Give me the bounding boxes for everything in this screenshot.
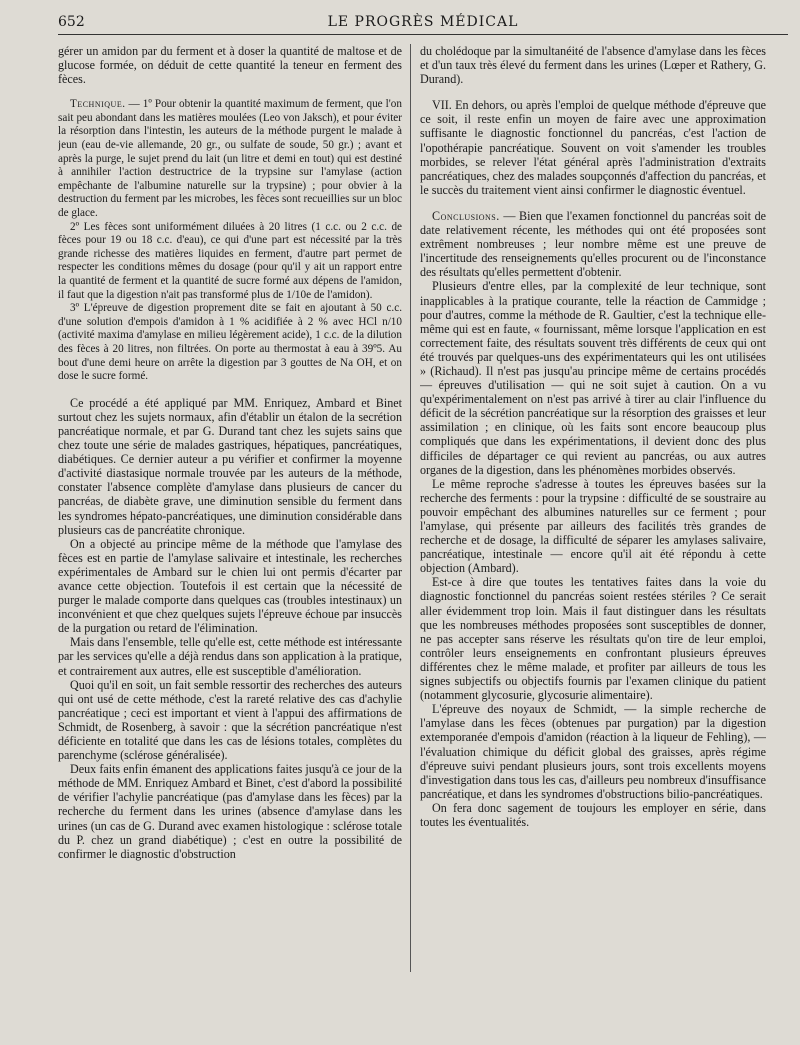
paragraph: Plusieurs d'entre elles, par la complexité de leur technique, sont inapplicables à la pratique courante, telle la réaction de Cammidge ; pour d'autres, comme la méthode de R. Gaultier, c'est la technique elle-même qui est en faute, « fournissant, même lorsque l'application en est correctement faite, des résultats souvent très différents de ceux qui ont été trouvés par quelques-uns des expérimentateurs qui les ont utilisées » (Richaud). Il n'est pas jusqu'au principe même de certains procédés — épreuves d'utilisation — qui ne soit sujet à caution. On a vu qu'expérimentalement on n'est pas arrivé à tirer au clair l'influence du déficit de la sécrétion pancréatique sur la résorption des graisses et leur assimilation ; en clinique, où les faits sont encore beaucoup plus compliqués que dans les expérimentations, il devient donc des plus difficiles de départager ce qui revient au pancréas, ou aux autres organes de la digestion, dans les phénomènes morbides observés. — [420, 279, 766, 477]
conclusions-heading: Conclusions. — [432, 208, 500, 223]
paragraph: L'épreuve des noyaux de Schmidt, — la simple recherche de l'amylase dans les fèces (obtenues par purgation) par la digestion extemporanée d'empois d'amidon (réaction à la liqueur de Fehling), — l'évaluation chimique du déficit global des graisses, après régime d'épreuve suivi pendant plusieurs jours, sont trois excellents moyens d'investigation dans tous les cas, d'ailleurs peu nombreux d'insuffisance pancréatique, et dans les syndromes d'obstructions bilio-pancréatiques. — [420, 702, 766, 801]
paragraph: Ce procédé a été appliqué par MM. Enriquez, Ambard et Binet surtout chez les sujets normaux, afin d'établir un étalon de la secrétion pancréatique normale, et par G. Durand tant chez les sujets sains que chez toute une série de malades gastriques, hépatiques, pancréatiques, diabétiques. Ce dernier auteur a pu vérifier et confirmer la moyenne d'activité diastasique normale trouvée par les auteurs de la méthode, constater l'absence complète d'amylase dans plusieurs de cancer du pancréas, de diabète grave, une diminution sensible du ferment dans les syndromes hépato-pancréatiques, une diminution considérable dans plusieurs cas de pancréatite chronique. — [58, 395, 402, 537]
conclusions-text: — Bien que l'examen fonctionnel du pancréas soit de date relativement récente, les méthodes qui ont été proposées sont extrêment nombreuses ; leur nombre même est une preuve de l'incertitude des renseignements qu'elles procurent ou de l'inconstance des résultats qu'elles permettent d'obtenir. — [420, 208, 766, 280]
paragraph: Le même reproche s'adresse à toutes les épreuves basées sur la recherche des ferments : pour la trypsine : difficulté de se soustraire au pouvoir empêchant des albumines naturelles sur ce ferment ; pour l'amylase, qui présente par ailleurs des facilités très grandes de recherche et de dosage, la difficulté de séparer les amylases salivaire, pancréatique, intestinale — encore qu'il ait été répondu à cette objection (Ambard). — [420, 476, 766, 576]
left-column — [58, 44, 402, 1034]
paragraph: Quoi qu'il en soit, un fait semble ressortir des recherches des auteurs qui ont usé de cette méthode, c'est la rareté relative des cas d'achylie pancréatique ; ceci est important et vient à l'appui des affirmations de Schmidt, de Rosenberg, à savoir : que la sécrétion pancréatique n'est déficiente en totalité que dans les cas de lésions totales, complètes du parenchyme (sclérose généralisée). — [58, 677, 402, 763]
right-column — [420, 44, 766, 1034]
paragraph: gérer un amidon par du ferment et à doser la quantité de maltose et de glucose formée, on déduit de cette quantité la teneur en ferment des fèces. — [58, 44, 402, 87]
paragraph: Mais dans l'ensemble, telle qu'elle est, cette méthode est intéressante par les services qu'elle a déjà rendus dans son application à la pratique, et contrairement aux autres, elle est susceptible d'amélioration. — [58, 635, 402, 678]
technique-step-1: — 1º Pour obtenir la quantité maximum de ferment, que l'on sait peu abondant dans les matières moulées (Leo von Jaksch), et pour éviter la résorption dans l'intestin, les auteurs de la méthode purgent le malade à jeun (eau de-vie allemande, 20 gr., ou sulfate de soude, 50 gr.) ; avant et après la purge, le sujet prend du lait (un litre et demi en tout) qui est destiné à annihiler l'action destructrice de la trypsine sur l'amylase (action empêchante de l'albumine naturelle sur la trypsine) ; pour obvier à la destruction du ferment par les microbes, les fèces sont recueillies sur un bloc de glace. — [58, 98, 402, 220]
paragraph: du cholédoque par la simultanéité de l'absence d'amylase dans les fèces et d'un taux très élevé du ferment dans les urines (Lœper et Rathery, G. Durand). — [420, 44, 766, 87]
technique-step-2: 2º Les fèces sont uniformément diluées à 20 litres (1 c.c. ou 2 c.c. de fèces pour 19 ou 18 c.c. d'eau), ce qui d'une part est nécessité par la très grande richesse des matières liquides en ferment, d'autre part permet de respecter les conditions mêmes du dosage (pour qu'il y ait un rapport entre la quantité de ferment et la quantité de sucre formé aux dépens de l'amidon, il faut que la digestion n'ait pas transformé plus de 1/10e de l'amidon). — [58, 220, 402, 301]
section-vii: VII. En dehors, ou après l'emploi de quelque méthode d'épreuve que ce soit, il reste enfin un moyen de faire avec une approximation suffisante le diagnostic fonctionnel du pancréas, c'est l'action de l'opothérapie pancréatique. Souvent on voit s'amender les troubles morbides, se relever l'état général après l'administration d'extraits pancréatiques, chez des malades soupçonnés d'affection du pancréas, et le succès du traitement vient ainsi confirmer le diagnostic éventuel. — [420, 98, 766, 197]
paragraph: Deux faits enfin émanent des applications faites jusqu'à ce jour de la méthode de MM. Enriquez Ambard et Binet, c'est d'abord la possibilité de vérifier l'achylie pancréatique (pas d'amylase dans les fèces) par la recherche du ferment dans les urines (absence d'amylase dans les urines (un cas de G. Durand avec examen histologique : sclérose totale du P. chez un grand diabétique) ; c'est en outre la possibilité de confirmer le diagnostic d'obstruction — [58, 762, 402, 861]
column-divider — [410, 44, 411, 972]
paragraph: Est-ce à dire que toutes les tentatives faites dans la voie du diagnostic fonctionnel du pancréas soient restées stériles ? Ce serait aller évidemment trop loin. Mais il faut distinguer dans les résultats que les nombreuses méthodes proposées sont susceptibles de donner, ne pas accepter sans réserve les résultats qu'on tire de leur emploi, contrôler leurs enseignements en confrontant plusieurs épreuves différentes chez le même malade, et profiter par ailleurs de tous les signes subjectifs ou objectifs fournis par l'examen clinique du patient (notamment glycosurie, glycosurie alimentaire). — [420, 575, 766, 703]
paragraph: On a objecté au principe même de la méthode que l'amylase des fèces est en partie de l'amylase salivaire et intestinale, les recherches expérimentales de Ambard sur le chien lui ont permis d'écarter par avance cette objection. Toutefois il est certain que la nécessité de purger le malade comporte dans quelques cas (troubles intestinaux) un inconvénient et que chez quelques sujets l'épreuve échoue par insuccès de la purgation ou retard de l'élimination. — [58, 536, 402, 636]
technique-paragraph — [58, 98, 402, 220]
page-number: 652 — [58, 14, 85, 30]
journal-title: LE PROGRÈS MÉDICAL — [327, 14, 519, 30]
page-header — [58, 12, 788, 35]
technique-heading: Technique. — [70, 98, 126, 111]
technique-step-3: 3º L'épreuve de digestion proprement dite se fait en ajoutant à 50 c.c. d'une solution d'empois d'amidon à 1 % acidifiée à 2 % avec HCl n/10 (activité maxima d'amylase en milieu légèrement acide), 1 c.c. de la dilution des fèces à 20 litres, non filtrées. On porte au thermostat à eau à 39º5. Au bout d'une demi heure on arrête la digestion par 3 gouttes de Na OH, et on dose le sucre formé. — [58, 302, 402, 383]
conclusions-paragraph — [420, 209, 766, 279]
paragraph: On fera donc sagement de toujours les employer en série, dans toutes les éventualités. — [420, 800, 766, 829]
